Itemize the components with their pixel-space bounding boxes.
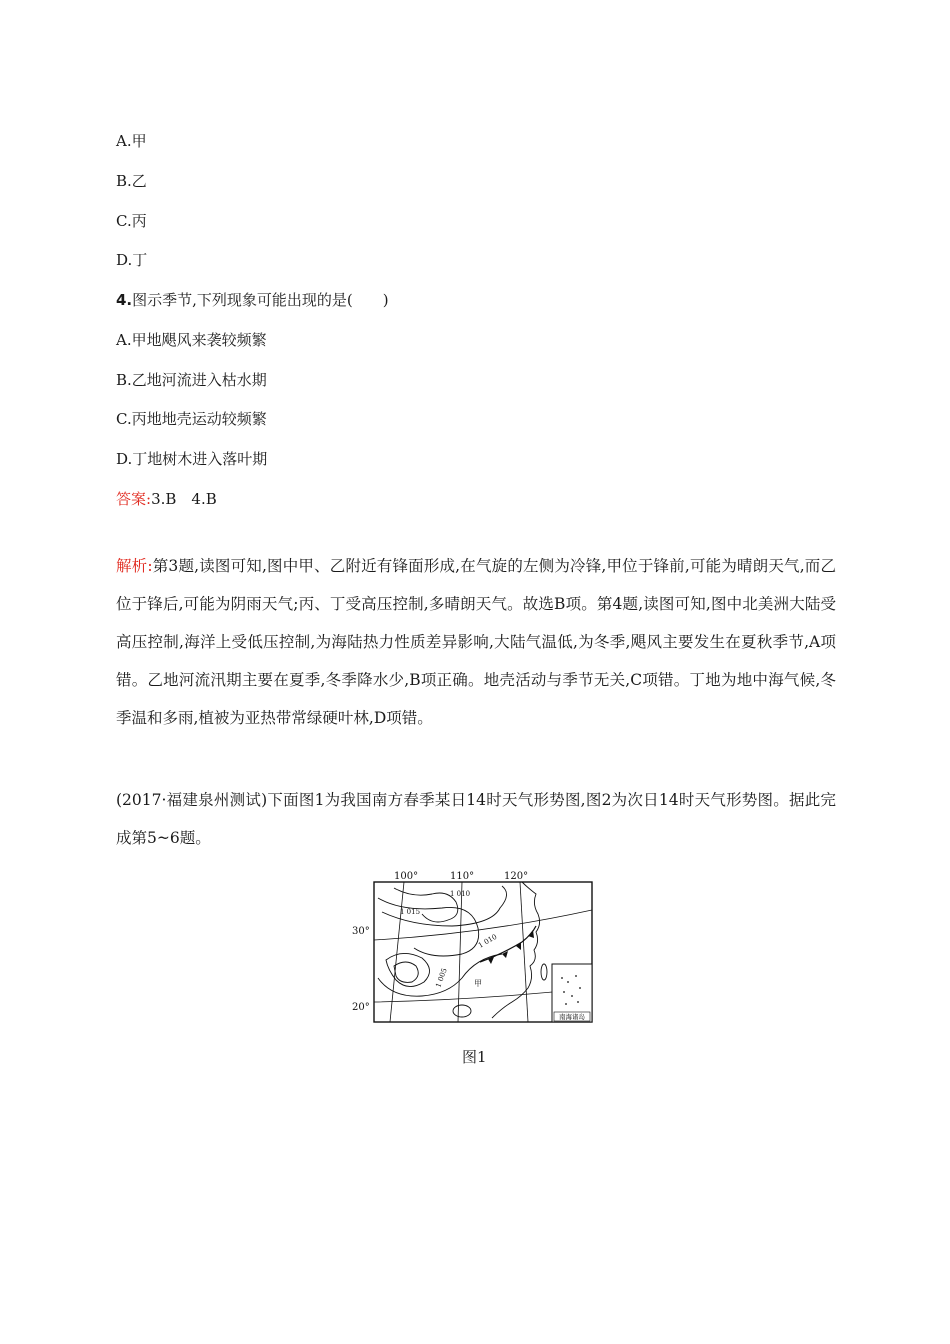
intro-paragraph: (2017·福建泉州测试)下面图1为我国南方春季某日14时天气形势图,图2为次日14时天气形势图。据此完成第5~6题。 — [116, 791, 836, 847]
question-number: 4. — [116, 291, 133, 309]
answer-line — [116, 489, 217, 509]
question-4 — [116, 290, 389, 310]
analysis-text: 第3题,读图可知,图中甲、乙附近有锋面形成,在气旋的左侧为冷锋,甲位于锋前,可能为晴朗天气,而乙位于锋后,可能为阴雨天气;丙、丁受高压控制,多晴朗天气。故选B项。第4题,读图可知,图中北美洲大陆受高压控制,海洋上受低压控制,为海陆热力性质差异影响,大陆气温低,为冬季,飓风主要发生在夏秋季节,A项错。乙地河流汛期主要在夏季,冬季降水少,B项正确。地壳活动与季节无关,C项错。丁地为地中海气候,冬季温和多雨,植被为亚热带常绿硬叶林,D项错。 — [116, 557, 836, 727]
option-q3-c: C.丙 — [116, 212, 147, 230]
question-stem: 图示季节,下列现象可能出现的是( ) — [132, 291, 389, 309]
figure-caption: 图1 — [462, 1048, 487, 1066]
isobar-label: 1 015 — [400, 908, 421, 916]
lat-label-20: 20° — [352, 1002, 370, 1013]
lat-label-30: 30° — [352, 926, 370, 937]
answer-label: 答案: — [116, 490, 152, 508]
inset-label: 南海诸岛 — [559, 1013, 585, 1021]
isobar-label: 1 010 — [450, 890, 471, 898]
option-q3-d: D.丁 — [116, 251, 148, 269]
option-q3-a: A.甲 — [116, 132, 147, 150]
weather-map-figure — [352, 868, 598, 1028]
option-q3-b: B.乙 — [116, 172, 147, 190]
option-q4-a: A.甲地飓风来袭较频繁 — [116, 331, 267, 349]
option-q4-b: B.乙地河流进入枯水期 — [116, 371, 267, 389]
isobar-label: 1 010 — [477, 932, 499, 950]
lon-label-120: 120° — [504, 871, 529, 882]
analysis-paragraph — [116, 547, 836, 737]
place-label: 甲 — [474, 979, 482, 988]
answer-text: 3.B 4.B — [151, 490, 217, 508]
isobar-label: 1 005 — [434, 967, 449, 989]
lon-label-100: 100° — [394, 871, 419, 882]
option-q4-d: D.丁地树木进入落叶期 — [116, 450, 268, 468]
option-q4-c: C.丙地地壳运动较频繁 — [116, 410, 267, 428]
lon-label-110: 110° — [450, 871, 475, 882]
inset-map — [552, 964, 592, 1022]
analysis-label: 解析: — [116, 557, 153, 575]
